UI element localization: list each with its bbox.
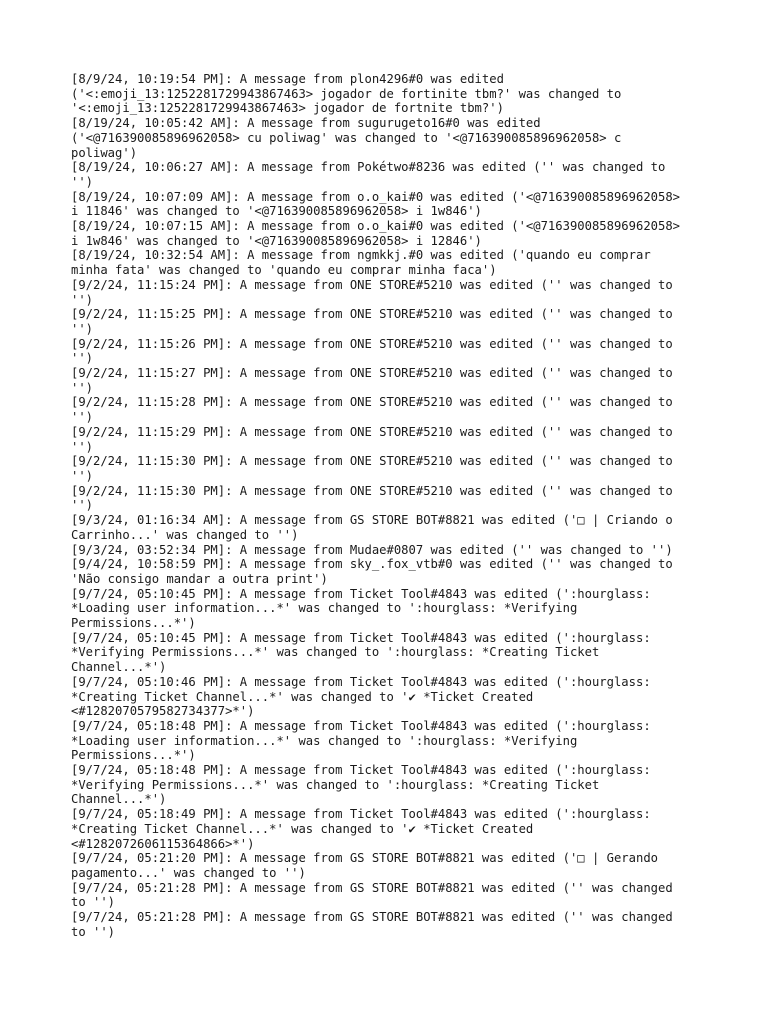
log-entry: [9/2/24, 11:15:25 PM]: A message from ONE STORE#5210 was edited ('' was changed to '') (71, 307, 673, 336)
log-entry: [9/7/24, 05:10:45 PM]: A message from Ticket Tool#4843 was edited (':hourglass: *Verifying Permissions...*' was changed to ':hourglass: *Creating Ticket Channel...*') (71, 630, 651, 675)
log-entry: [9/3/24, 03:52:34 PM]: A message from Mudae#0807 was edited ('' was changed to '') (71, 542, 673, 557)
log-entry: [9/7/24, 05:18:49 PM]: A message from Ticket Tool#4843 was edited (':hourglass: *Creating Ticket Channel...*' was changed to '✔ *Ticket Created <#1282072606115364866>*') (71, 807, 651, 851)
log-entry: [8/19/24, 10:07:09 AM]: A message from o.o_kai#0 was edited ('<@716390085896962058> i 11846' was changed to '<@716390085896962058> i 1w846') (71, 189, 681, 219)
log-entry: [8/9/24, 10:19:54 PM]: A message from plon4296#0 was edited ('<:emoji_13:1252281729943867463> jogador de fortinite tbm?' was changed to '<:emoji_13:1252281729943867463> jogador de fortnite tbm?') (71, 72, 622, 116)
log-entry: [9/2/24, 11:15:26 PM]: A message from ONE STORE#5210 was edited ('' was changed to '') (71, 336, 673, 366)
log-entry: [9/7/24, 05:10:46 PM]: A message from Ticket Tool#4843 was edited (':hourglass: *Creating Ticket Channel...*' was changed to '✔ *Ticket Created <#1282070579582734377>*') (71, 674, 651, 719)
log-entry: [8/19/24, 10:32:54 AM]: A message from ngmkkj.#0 was edited ('quando eu comprar minha fata' was changed to 'quando eu comprar minha faca') (71, 248, 651, 278)
log-entry: [9/3/24, 01:16:34 AM]: A message from GS STORE BOT#8821 was edited ('□ | Criando o Carrinho...' was changed to '') (71, 513, 673, 542)
log-entry: [9/4/24, 10:58:59 PM]: A message from sky_.fox_vtb#0 was edited ('' was changed to 'Não consigo mandar a outra print') (71, 557, 673, 586)
log-entry: [8/19/24, 10:06:27 AM]: A message from Pokétwo#8236 was edited ('' was changed to '') (71, 160, 666, 189)
log-entry: [9/7/24, 05:21:28 PM]: A message from GS STORE BOT#8821 was edited ('' was changed to '') (71, 880, 673, 910)
log-entry: [9/2/24, 11:15:29 PM]: A message from ONE STORE#5210 was edited ('' was changed to '') (71, 424, 673, 454)
log-entry: [9/2/24, 11:15:28 PM]: A message from ONE STORE#5210 was edited ('' was changed to '') (71, 395, 673, 425)
log-entry: [8/19/24, 10:05:42 AM]: A message from sugurugeto16#0 was edited ('<@716390085896962058> cu poliwag' was changed to '<@716390085896962058> c poliwag') (71, 116, 622, 160)
log-entry: [9/7/24, 05:10:45 PM]: A message from Ticket Tool#4843 was edited (':hourglass: *Loading user information...*' was changed to ':hourglass: *Verifying Permissions...*') (71, 586, 651, 631)
log-entry: [9/2/24, 11:15:24 PM]: A message from ONE STORE#5210 was edited ('' was changed to '') (71, 277, 673, 307)
log-entry: [9/7/24, 05:18:48 PM]: A message from Ticket Tool#4843 was edited (':hourglass: *Loading user information...*' was changed to ':hourglass: *Verifying Permissions...*') (71, 718, 651, 763)
log-entry: [8/19/24, 10:07:15 AM]: A message from o.o_kai#0 was edited ('<@716390085896962058> i 1w846' was changed to '<@716390085896962058> i 12846') (71, 219, 681, 248)
log-entry: [9/2/24, 11:15:27 PM]: A message from ONE STORE#5210 was edited ('' was changed to '') (71, 366, 673, 395)
edit-log (71, 72, 696, 939)
log-entry: [9/2/24, 11:15:30 PM]: A message from ONE STORE#5210 was edited ('' was changed to '') (71, 483, 673, 513)
log-entry: [9/2/24, 11:15:30 PM]: A message from ONE STORE#5210 was edited ('' was changed to '') (71, 454, 673, 483)
log-entry: [9/7/24, 05:21:28 PM]: A message from GS STORE BOT#8821 was edited ('' was changed to '') (71, 910, 673, 939)
log-entry: [9/7/24, 05:18:48 PM]: A message from Ticket Tool#4843 was edited (':hourglass: *Verifying Permissions...*' was changed to ':hourglass: *Creating Ticket Channel...*') (71, 763, 651, 807)
log-entry: [9/7/24, 05:21:20 PM]: A message from GS STORE BOT#8821 was edited ('□ | Gerando pagamento...' was changed to '') (71, 851, 658, 880)
